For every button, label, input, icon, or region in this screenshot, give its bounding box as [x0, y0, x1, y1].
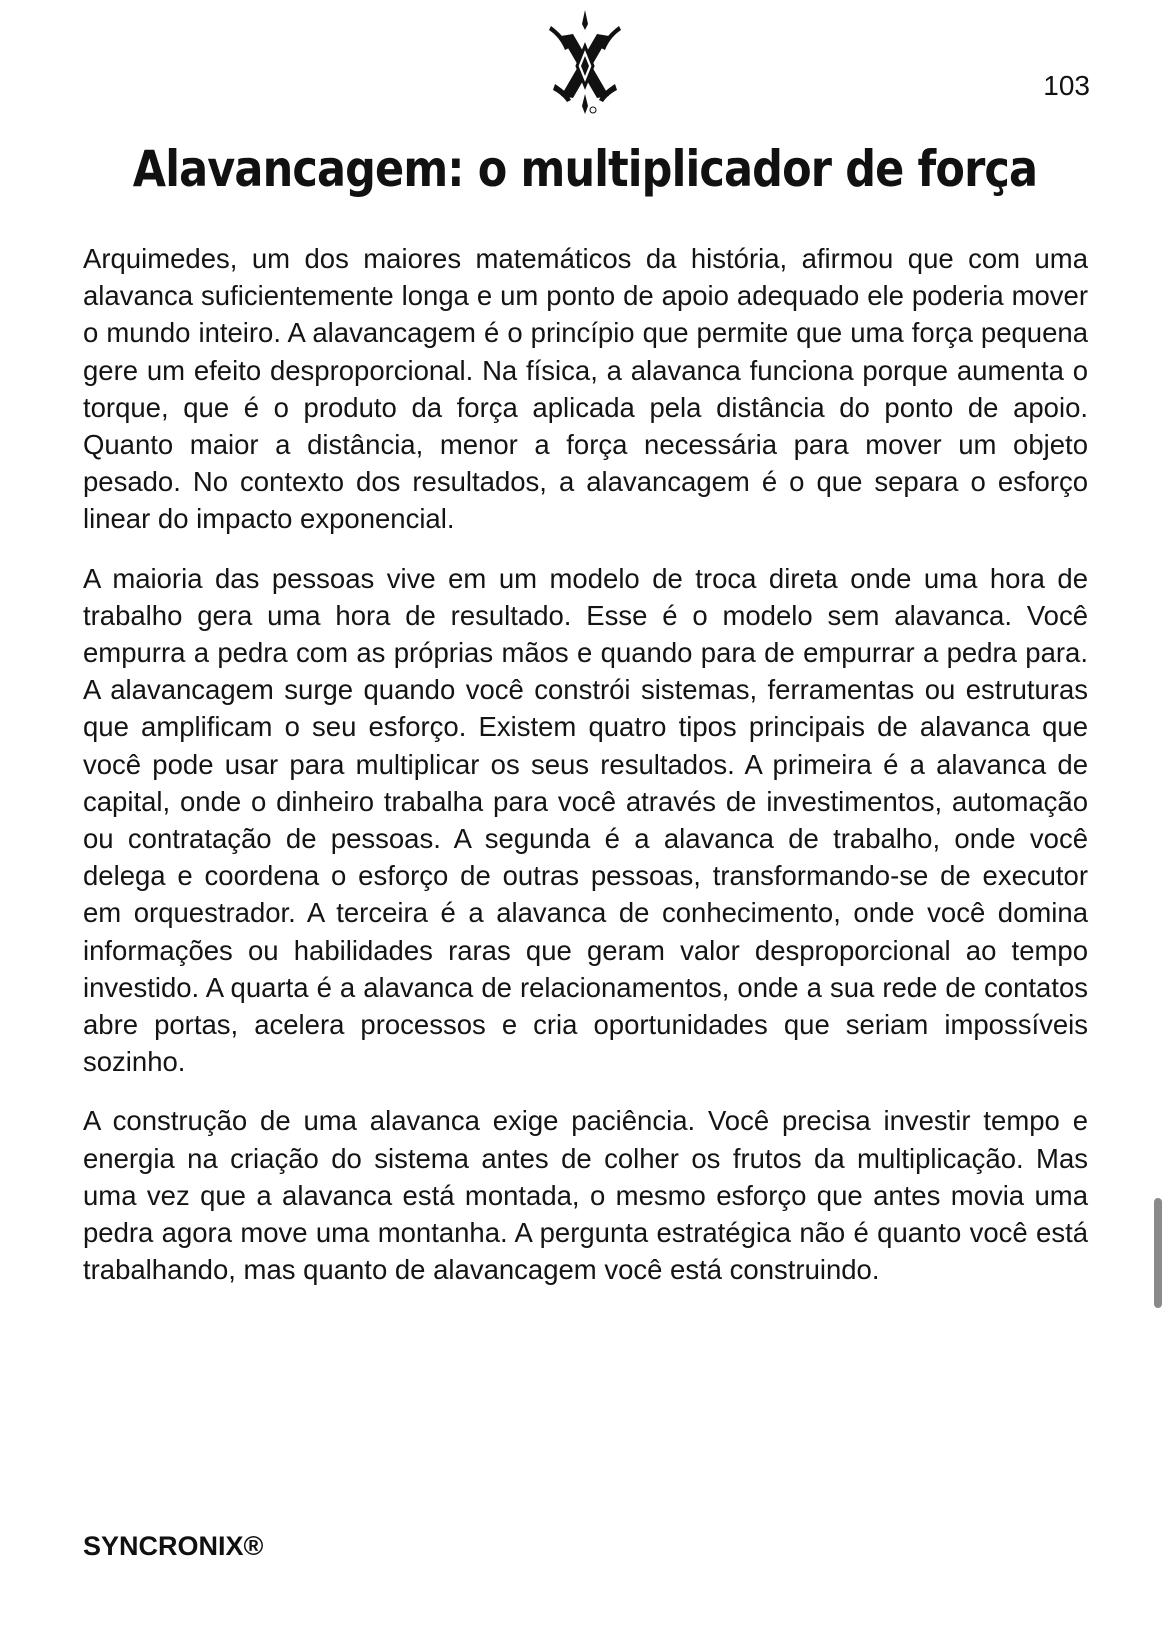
- paragraph: A maioria das pessoas vive em um modelo de troca direta onde uma hora de trabalho gera uma hora de resultado. Esse é o modelo sem alavanca. Você empurra a pedra com as próprias mãos e quando para de empurrar a pedra para. A alavancagem surge quando você constrói sistemas, ferramentas ou estruturas que amplificam o seu esforço. Existem quatro tipos principais de alavanca que você pode usar para multiplicar os seus resultados. A primeira é a alavanca de capital, onde o dinheiro trabalha para você através de investimentos, automação ou contratação de pessoas. A segunda é a alavanca de trabalho, onde você delega e coordena o esforço de outras pessoas, transformando-se de executor em orquestrador. A terceira é a alavanca de conhecimento, onde você domina informações ou habilidades raras que geram valor desproporcional ao tempo investido. A quarta é a alavanca de relacionamentos, onde a sua rede de contatos abre portas, acelera processos e cria oportunidades que seriam impossíveis sozinho.: [83, 562, 1088, 1078]
- page-number: 103: [1043, 70, 1090, 101]
- page-title: Alavancagem: o multiplicador de força: [132, 140, 1038, 198]
- paragraph: Arquimedes, um dos maiores matemáticos da história, afirmou que com uma alavanca suficientemente longa e um ponto de apoio adequado ele poderia mover o mundo inteiro. A alavancagem é o princípio que permite que uma força pequena gere um efeito desproporcional. Na física, a alavanca funciona porque aumenta o torque, que é o produto da força aplicada pela distância do ponto de apoio. Quanto maior a distância, menor a força necessária para mover um objeto pesado. No contexto dos resultados, a alavancagem é o que separa o esforço linear do impacto exponencial.: [83, 243, 1088, 535]
- footer-brand: SYNCRONIX®: [83, 1531, 264, 1561]
- scrollbar-thumb[interactable]: [1154, 1198, 1162, 1308]
- paragraph: A construção de uma alavanca exige paciência. Você precisa investir tempo e energia na criação do sistema antes de colher os frutos da multiplicação. Mas uma vez que a alavanca está montada, o mesmo esforço que antes movia uma pedra agora move uma montanha. A pergunta estratégica não é quanto você está trabalhando, mas quanto de alavancagem você está construindo.: [83, 1105, 1088, 1286]
- ornamental-crown-emblem-icon: [545, 8, 625, 118]
- body-text: [83, 240, 1088, 1310]
